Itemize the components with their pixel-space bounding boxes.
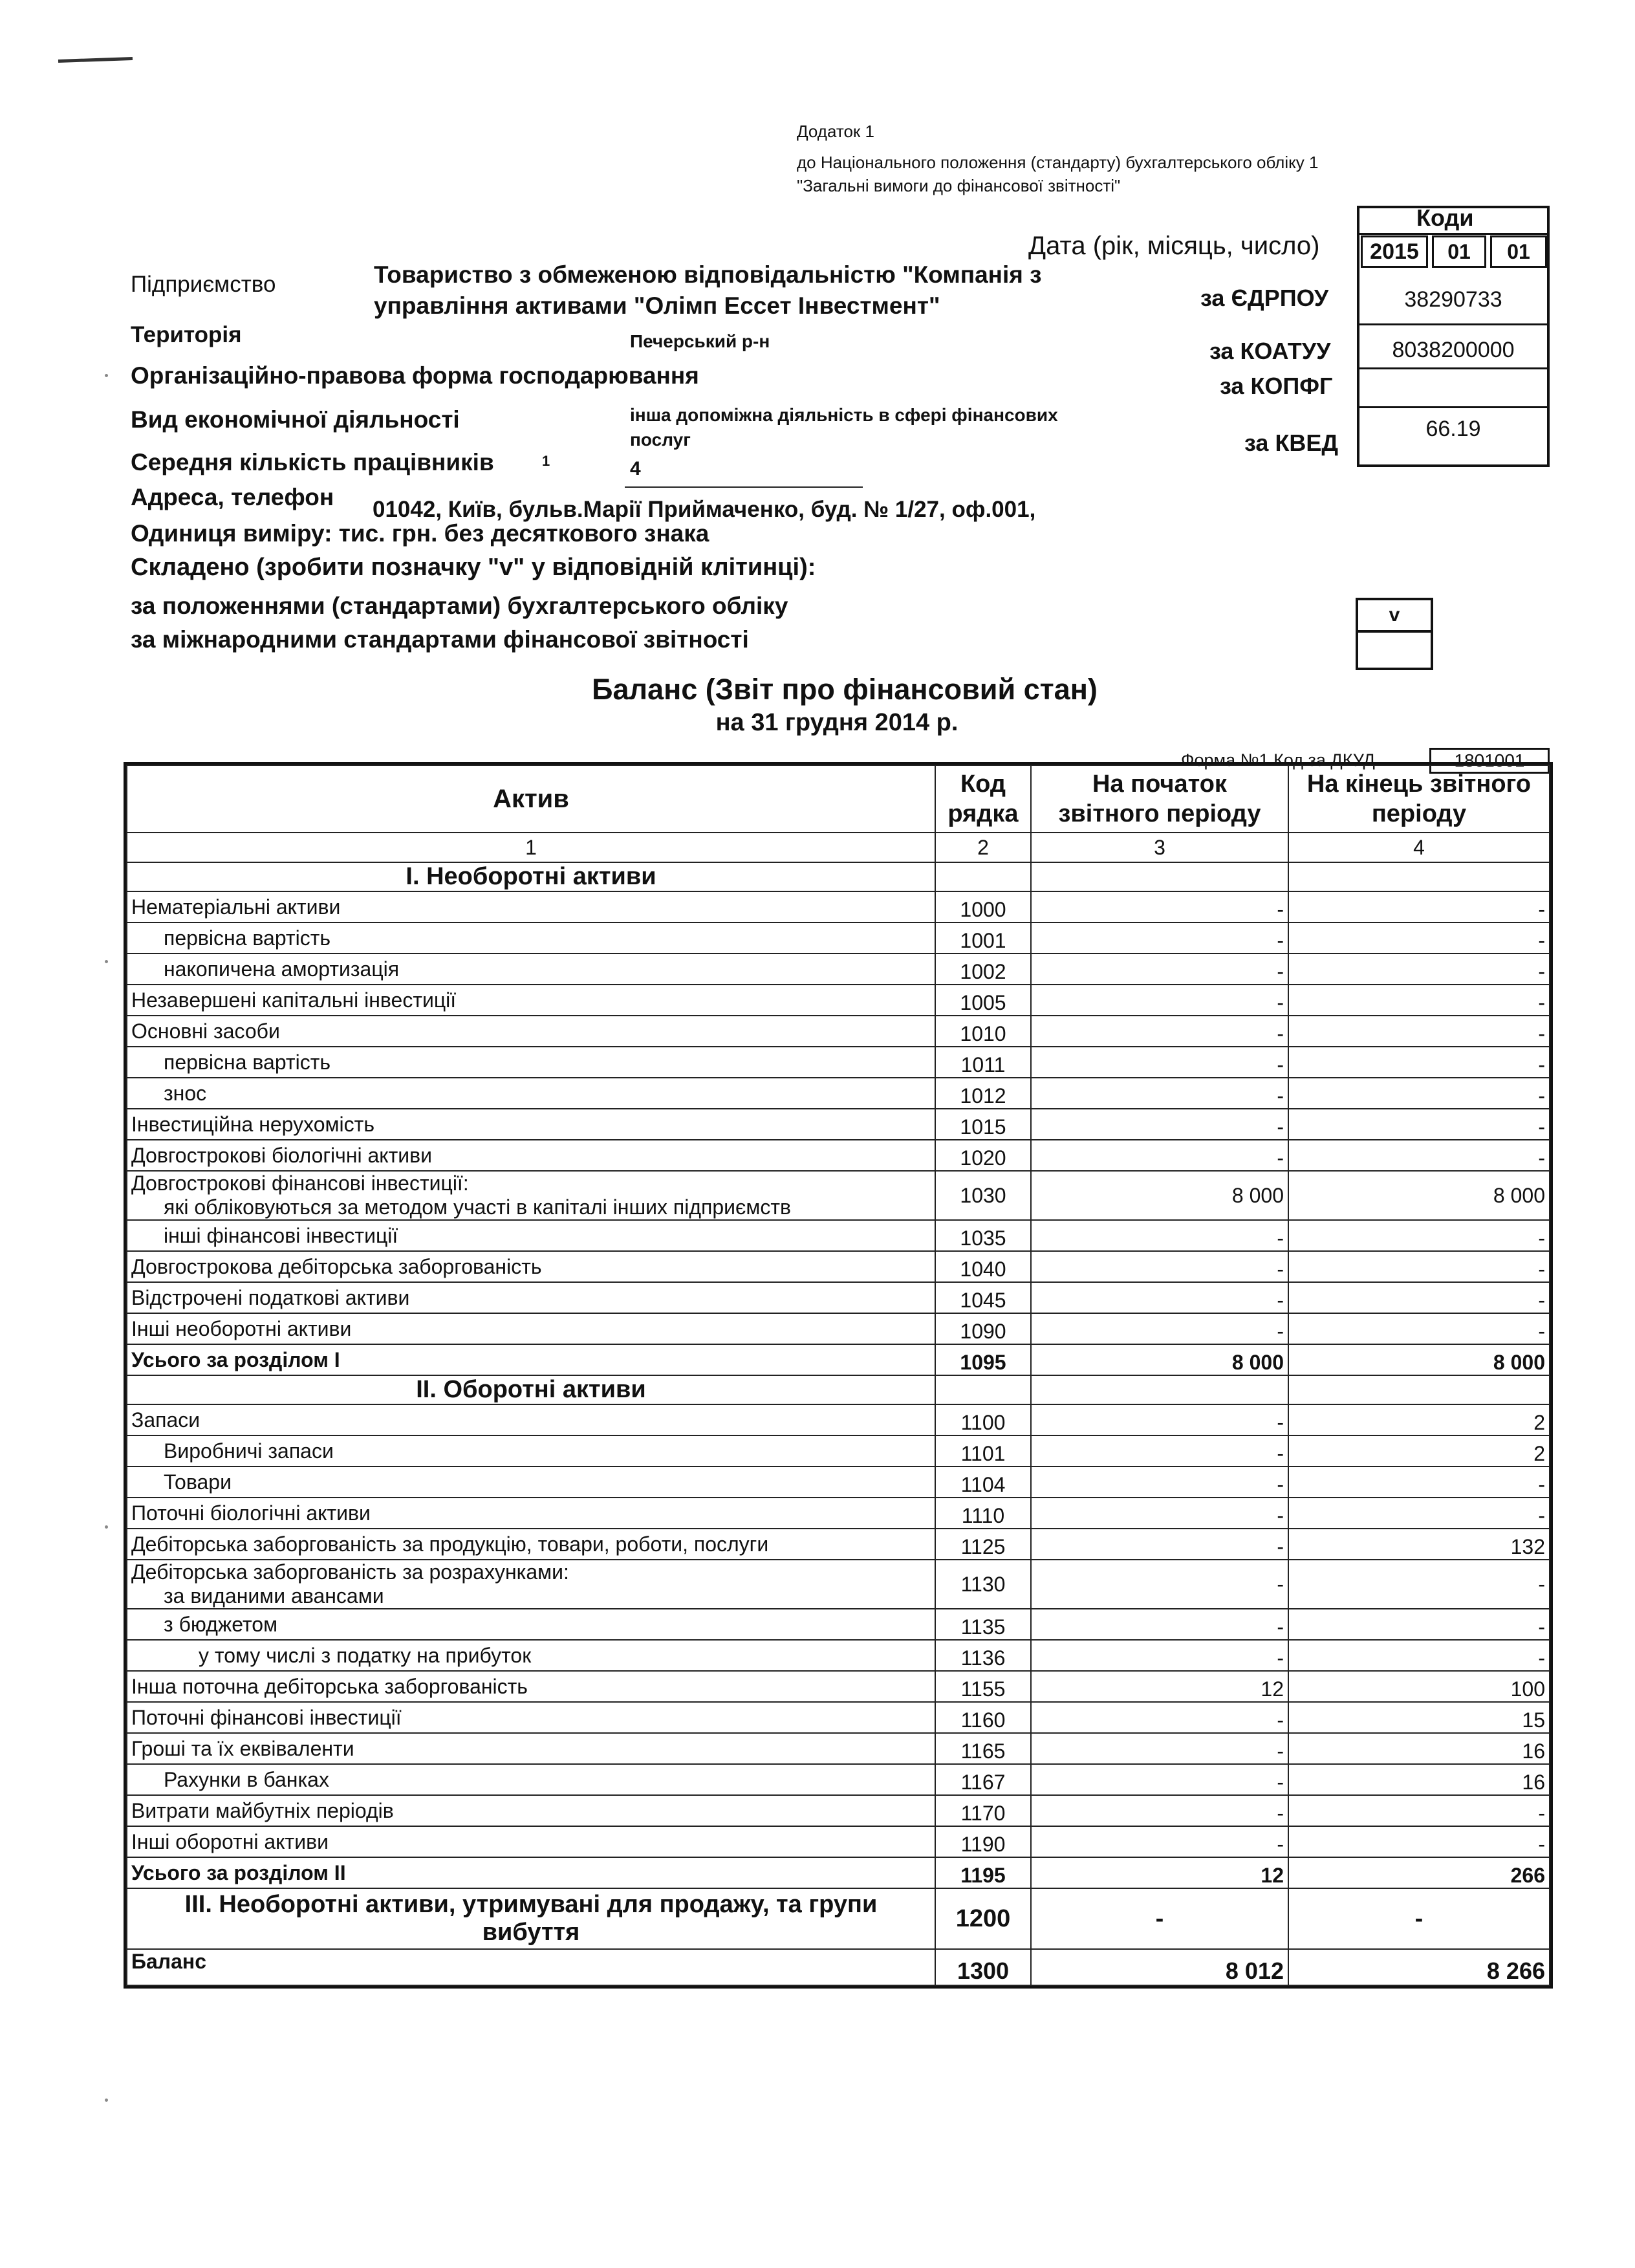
empty-cell: [935, 1375, 1031, 1404]
row-end-value: -: [1288, 954, 1550, 985]
row-code: 1160: [935, 1702, 1031, 1733]
row-end-value: -: [1288, 1560, 1550, 1609]
row-end-value: 266: [1288, 1857, 1550, 1888]
row-code: 1095: [935, 1344, 1031, 1375]
row-start-value: -: [1031, 1764, 1288, 1795]
header-code: [935, 765, 1031, 833]
row-code: 1104: [935, 1467, 1031, 1498]
compiled-label: Складено (зробити позначку "v" у відповідній клітинці):: [131, 554, 816, 581]
empty-cell: [1288, 862, 1550, 891]
row-name: Усього за розділом ІІ: [127, 1857, 935, 1888]
kved-code: 66.19: [1425, 417, 1481, 441]
row-name: Запаси: [127, 1404, 935, 1435]
header-asset: Актив: [127, 765, 935, 833]
row-start-value: -: [1031, 1529, 1288, 1560]
row-code: 1130: [935, 1560, 1031, 1609]
date-month: 01: [1432, 235, 1486, 268]
row-code: 1011: [935, 1047, 1031, 1078]
row-start-value: -: [1031, 1888, 1288, 1949]
table-row: [127, 1251, 1550, 1282]
row-end-value: -: [1288, 1826, 1550, 1857]
row-code: 1015: [935, 1109, 1031, 1140]
territory-value: Печерський р-н: [630, 331, 770, 351]
row-code: 1005: [935, 985, 1031, 1016]
enterprise-name-line-2: управління активами "Олімп Ессет Інвестмент": [374, 292, 940, 319]
empty-cell: [1031, 862, 1288, 891]
row-end-value: -: [1288, 1888, 1550, 1949]
row-start-value: -: [1031, 1313, 1288, 1344]
row-name: Інші оборотні активи: [127, 1826, 935, 1857]
table-row: [127, 1498, 1550, 1529]
row-name: Баланс: [127, 1949, 935, 1985]
row-end-value: 16: [1288, 1733, 1550, 1764]
row-name: Інші необоротні активи: [127, 1313, 935, 1344]
row-end-value: 16: [1288, 1764, 1550, 1795]
column-number-row: [127, 833, 1550, 862]
koatuu-label: за КОАТУУ: [1209, 338, 1331, 364]
enterprise-label: Підприємство: [131, 272, 276, 297]
dkud-code: 1801001: [1429, 748, 1550, 774]
kopfg-label: за КОПФГ: [1220, 373, 1333, 399]
section-row: [127, 1375, 1550, 1404]
row-name: Товари: [127, 1467, 935, 1498]
row-code: 1090: [935, 1313, 1031, 1344]
appendix-line-3: "Загальні вимоги до фінансової звітності": [797, 176, 1121, 195]
row-start-value: 8 000: [1031, 1171, 1288, 1220]
row-name: Інша поточна дебіторська заборгованість: [127, 1671, 935, 1702]
row-name: Поточні фінансові інвестиції: [127, 1702, 935, 1733]
row-name: Гроші та їх еквіваленти: [127, 1733, 935, 1764]
row-name: Рахунки в банках: [127, 1764, 935, 1795]
row-end-value: -: [1288, 1016, 1550, 1047]
empty-cell: [1288, 1375, 1550, 1404]
section-title-line-2: вибуття: [482, 1919, 580, 1946]
row-start-value: -: [1031, 1140, 1288, 1171]
report-subtitle: на 31 грудня 2014 р.: [715, 709, 958, 736]
table-row: [127, 1220, 1550, 1251]
row-code: 1010: [935, 1016, 1031, 1047]
row-end-value: -: [1288, 985, 1550, 1016]
row-code: 1190: [935, 1826, 1031, 1857]
date-label: Дата (рік, місяць, число): [1028, 232, 1320, 260]
row-name: з бюджетом: [127, 1609, 935, 1640]
section-row: [127, 862, 1550, 891]
table-row: [127, 1313, 1550, 1344]
row-code: 1155: [935, 1671, 1031, 1702]
row-name: знос: [127, 1078, 935, 1109]
row-name: Довгострокова дебіторська заборгованість: [127, 1251, 935, 1282]
row-name: Виробничі запаси: [127, 1435, 935, 1467]
row-code: 1167: [935, 1764, 1031, 1795]
row-start-value: -: [1031, 1220, 1288, 1251]
row-start-value: -: [1031, 1404, 1288, 1435]
row-code: 1040: [935, 1251, 1031, 1282]
header-start-line-2: звітного періоду: [1058, 800, 1261, 827]
row-code: 1020: [935, 1140, 1031, 1171]
row-name: інші фінансові інвестиції: [127, 1220, 935, 1251]
table-row: [127, 891, 1550, 922]
compiled-checkbox-1: v: [1356, 598, 1433, 633]
table-row: [127, 1733, 1550, 1764]
row-start-value: -: [1031, 1016, 1288, 1047]
row-start-value: -: [1031, 1733, 1288, 1764]
table-row: [127, 1282, 1550, 1313]
table-row: [127, 1171, 1550, 1220]
table-row: [127, 1344, 1550, 1375]
row-code: 1035: [935, 1220, 1031, 1251]
row-end-value: -: [1288, 1140, 1550, 1171]
row-start-value: -: [1031, 1109, 1288, 1140]
table-row: [127, 1857, 1550, 1888]
row-end-value: -: [1288, 1047, 1550, 1078]
row-start-value: -: [1031, 1640, 1288, 1671]
row-end-value: -: [1288, 1313, 1550, 1344]
row-name: Незавершені капітальні інвестиції: [127, 985, 935, 1016]
header-code-line-1: Код: [960, 770, 1006, 798]
section-title: І. Необоротні активи: [127, 862, 935, 891]
table-row: [127, 1109, 1550, 1140]
row-end-value: 15: [1288, 1702, 1550, 1733]
compiled-checkbox-2: [1356, 630, 1433, 670]
row-code: 1195: [935, 1857, 1031, 1888]
row-name: Довгострокові біологічні активи: [127, 1140, 935, 1171]
column-number: 3: [1031, 833, 1288, 862]
appendix-line-2: до Національного положення (стандарту) бухгалтерського обліку 1: [797, 153, 1319, 172]
row-end-value: -: [1288, 1251, 1550, 1282]
row-end-value: 2: [1288, 1404, 1550, 1435]
row-start-value: 12: [1031, 1857, 1288, 1888]
row-name: [127, 1171, 935, 1220]
column-number: 1: [127, 833, 935, 862]
codes-header: Коди: [1416, 204, 1474, 231]
row-code: 1200: [935, 1888, 1031, 1949]
section-row: [127, 1888, 1550, 1949]
row-code: 1001: [935, 922, 1031, 954]
row-end-value: -: [1288, 1282, 1550, 1313]
row-end-value: -: [1288, 1220, 1550, 1251]
row-start-value: -: [1031, 1047, 1288, 1078]
table-row: [127, 1671, 1550, 1702]
row-name: [127, 1560, 935, 1609]
row-start-value: 8 012: [1031, 1949, 1288, 1985]
section-title-line-1: ІІІ. Необоротні активи, утримувані для продажу, та групи: [184, 1891, 878, 1918]
header-start-line-1: На початок: [1092, 770, 1227, 798]
header-code-line-2: рядка: [947, 800, 1019, 827]
row-end-value: -: [1288, 1467, 1550, 1498]
row-end-value: 132: [1288, 1529, 1550, 1560]
table-row: [127, 1467, 1550, 1498]
column-number: 2: [935, 833, 1031, 862]
date-year: 2015: [1361, 235, 1428, 268]
row-start-value: -: [1031, 1702, 1288, 1733]
row-code: 1165: [935, 1733, 1031, 1764]
row-end-value: 8 000: [1288, 1171, 1550, 1220]
row-code: 1135: [935, 1609, 1031, 1640]
compiled-option-1: за положеннями (стандартами) бухгалтерського обліку: [131, 593, 788, 619]
row-start-value: -: [1031, 1078, 1288, 1109]
table-row: [127, 922, 1550, 954]
scan-speck: [105, 2099, 108, 2102]
empty-cell: [935, 862, 1031, 891]
scan-speck: [105, 960, 108, 963]
row-start-value: -: [1031, 1560, 1288, 1609]
enterprise-name-line-1: Товариство з обмеженою відповідальністю "Компанія з: [374, 261, 1042, 288]
section-title: [127, 1888, 935, 1949]
employees-label: Середня кількість працівників: [131, 449, 494, 475]
row-end-value: -: [1288, 1609, 1550, 1640]
row-code: 1110: [935, 1498, 1031, 1529]
table-row: [127, 1702, 1550, 1733]
row-end-value: 8 266: [1288, 1949, 1550, 1985]
row-code: 1012: [935, 1078, 1031, 1109]
row-name: накопичена амортизація: [127, 954, 935, 985]
row-start-value: -: [1031, 922, 1288, 954]
table-row: [127, 1435, 1550, 1467]
row-start-value: -: [1031, 1795, 1288, 1826]
table-row: [127, 1404, 1550, 1435]
row-name: Інвестиційна нерухомість: [127, 1109, 935, 1140]
form-label: Форма №1 Код за ДКУД: [1181, 750, 1375, 770]
table-row: [127, 1560, 1550, 1609]
row-name-line-1: Дебіторська заборгованість за розрахунками:: [131, 1560, 569, 1584]
row-start-value: -: [1031, 954, 1288, 985]
row-end-value: -: [1288, 1795, 1550, 1826]
compiled-option-2: за міжнародними стандартами фінансової звітності: [131, 626, 749, 653]
employees-footnote: 1: [542, 453, 550, 469]
row-code: 1300: [935, 1949, 1031, 1985]
header-end: [1288, 765, 1550, 833]
header-end-line-1: На кінець звітного: [1306, 770, 1532, 798]
row-name: Усього за розділом І: [127, 1344, 935, 1375]
header-start: [1031, 765, 1288, 833]
row-end-value: -: [1288, 922, 1550, 954]
table-header-row: [127, 765, 1550, 833]
edrpou-code: 38290733: [1404, 287, 1502, 312]
codes-divider: [1358, 367, 1548, 369]
employees-value: 4: [630, 458, 641, 479]
row-name: первісна вартість: [127, 922, 935, 954]
territory-label: Територія: [131, 322, 242, 347]
row-end-value: -: [1288, 1498, 1550, 1529]
table-row: [127, 1047, 1550, 1078]
scan-speck: [105, 374, 108, 377]
row-start-value: -: [1031, 1467, 1288, 1498]
scan-mark: [58, 57, 133, 63]
row-start-value: -: [1031, 1498, 1288, 1529]
row-name: Дебіторська заборгованість за продукцію, товари, роботи, послуги: [127, 1529, 935, 1560]
scan-speck: [105, 1525, 108, 1529]
row-name: у тому числі з податку на прибуток: [127, 1640, 935, 1671]
row-name: первісна вартість: [127, 1047, 935, 1078]
row-end-value: 100: [1288, 1671, 1550, 1702]
employees-underline: [625, 486, 863, 488]
report-title: Баланс (Звіт про фінансовий стан): [592, 673, 1098, 706]
row-name: Поточні біологічні активи: [127, 1498, 935, 1529]
row-end-value: 8 000: [1288, 1344, 1550, 1375]
table-row: [127, 1016, 1550, 1047]
empty-cell: [1031, 1375, 1288, 1404]
row-name-line-2: які обліковуються за методом участі в капіталі інших підприємств: [164, 1195, 791, 1219]
codes-divider: [1358, 323, 1548, 325]
legal-form-label: Організаційно-правова форма господарювання: [131, 362, 699, 389]
row-start-value: 12: [1031, 1671, 1288, 1702]
row-start-value: -: [1031, 1282, 1288, 1313]
table-row: [127, 1140, 1550, 1171]
date-day: 01: [1490, 235, 1547, 268]
row-code: 1101: [935, 1435, 1031, 1467]
row-name-line-2: за виданими авансами: [164, 1584, 384, 1608]
activity-value-line-1: інша допоміжна діяльність в сфері фінансових: [630, 405, 1058, 425]
row-code: 1100: [935, 1404, 1031, 1435]
row-code: 1002: [935, 954, 1031, 985]
address-value: 01042, Київ, бульв.Марії Приймаченко, буд. № 1/27, оф.001,: [373, 497, 1036, 522]
appendix-line-1: Додаток 1: [797, 122, 874, 141]
activity-label: Вид економічної діяльності: [131, 406, 460, 433]
row-name: Основні засоби: [127, 1016, 935, 1047]
row-start-value: -: [1031, 891, 1288, 922]
section-title: ІІ. Оборотні активи: [127, 1375, 935, 1404]
address-label: Адреса, телефон: [131, 484, 334, 510]
row-code: 1045: [935, 1282, 1031, 1313]
table-row: [127, 1529, 1550, 1560]
row-end-value: 2: [1288, 1435, 1550, 1467]
row-name-line-1: Довгострокові фінансові інвестиції:: [131, 1172, 469, 1195]
row-end-value: -: [1288, 891, 1550, 922]
row-start-value: -: [1031, 1435, 1288, 1467]
table-row: [127, 1826, 1550, 1857]
row-code: 1136: [935, 1640, 1031, 1671]
row-name: Відстрочені податкові активи: [127, 1282, 935, 1313]
row-name: Нематеріальні активи: [127, 891, 935, 922]
header-end-line-2: періоду: [1371, 800, 1467, 827]
table-row: [127, 1640, 1550, 1671]
table-row: [127, 985, 1550, 1016]
row-start-value: 8 000: [1031, 1344, 1288, 1375]
codes-divider: [1358, 406, 1548, 408]
table-body: [127, 862, 1550, 1985]
row-start-value: -: [1031, 1609, 1288, 1640]
row-start-value: -: [1031, 1251, 1288, 1282]
activity-value-line-2: послуг: [630, 430, 691, 450]
row-start-value: -: [1031, 1826, 1288, 1857]
row-code: 1000: [935, 891, 1031, 922]
row-code: 1170: [935, 1795, 1031, 1826]
row-code: 1125: [935, 1529, 1031, 1560]
table-row: [127, 1795, 1550, 1826]
kved-label: за КВЕД: [1244, 430, 1339, 456]
balance-table: [126, 765, 1550, 1986]
table-row: [127, 1949, 1550, 1985]
row-name: Витрати майбутніх періодів: [127, 1795, 935, 1826]
unit-label: Одиниця виміру: тис. грн. без десяткового знака: [131, 520, 709, 547]
row-end-value: -: [1288, 1078, 1550, 1109]
edrpou-label: за ЄДРПОУ: [1200, 285, 1329, 311]
column-number: 4: [1288, 833, 1550, 862]
codes-divider: [1358, 233, 1548, 235]
row-start-value: -: [1031, 985, 1288, 1016]
table-row: [127, 1764, 1550, 1795]
table-row: [127, 954, 1550, 985]
row-end-value: -: [1288, 1640, 1550, 1671]
row-end-value: -: [1288, 1109, 1550, 1140]
table-row: [127, 1609, 1550, 1640]
koatuu-code: 8038200000: [1392, 338, 1515, 362]
table-row: [127, 1078, 1550, 1109]
row-code: 1030: [935, 1171, 1031, 1220]
